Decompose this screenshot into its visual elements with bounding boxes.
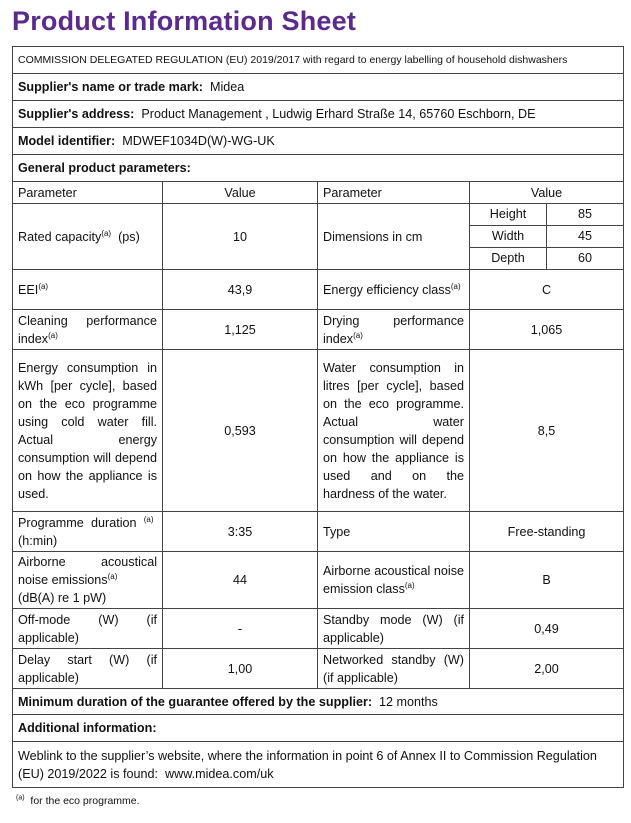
footnote-mark: (a) [16, 794, 25, 802]
networked-standby-value: 2,00 [470, 649, 624, 689]
product-info-table [12, 46, 624, 788]
col-header-value-left: Value [163, 182, 318, 204]
supplier-value: Midea [209, 80, 245, 94]
cleaning-label: Cleaning performance index$^{(a)}$ [13, 310, 163, 350]
noise-value: 44 [163, 552, 318, 609]
cleaning-value: 1,125 [163, 310, 318, 350]
supplier-row [13, 74, 624, 101]
footnote [16, 795, 140, 807]
col-header-param-right: Parameter [318, 182, 470, 204]
rated-capacity-value: 10 [163, 204, 318, 270]
additional-text: Weblink to the supplier’s website, where the information in point 6 of Annex II to Commission Regulation (EU) 2019/2022 is found: www.midea.com/uk [13, 742, 624, 788]
model-value: MDWEF1034D(W)-WG-UK [122, 134, 275, 148]
address-label: Supplier's address: [18, 107, 135, 121]
drying-label: Drying performance index$^{(a)}$ [318, 310, 470, 350]
programme-duration-label: Programme duration $^{(a)}$ (h:min) [13, 512, 163, 552]
off-mode-value: - [163, 609, 318, 649]
dimensions-label: Dimensions in cm [318, 204, 470, 270]
off-mode-label: Off-mode (W) (if applicable) [13, 609, 163, 649]
depth-label: Depth [470, 248, 547, 270]
width-label: Width [470, 226, 547, 248]
additional-heading: Additional information: [13, 715, 624, 742]
noise-class-label: Airborne acoustical noise emission class$^{(a)}$ [318, 552, 470, 609]
energy-class-label: Energy efficiency class$^{(a)}$ [318, 270, 470, 310]
model-label: Model identifier: [18, 134, 116, 148]
col-header-value-right: Value [470, 182, 624, 204]
height-value: 85 [578, 207, 593, 221]
programme-duration-value: 3:35 [163, 512, 318, 552]
guarantee-row [13, 689, 624, 715]
col-header-param-left: Parameter [13, 182, 163, 204]
eei-label: EEI$^{(a)}$ [13, 270, 163, 310]
energy-consumption-value: 0,593 [163, 350, 318, 512]
water-consumption-label: Water consumption in litres [per cycle], based on the eco programme. Actual water consumption will depend on how the appliance is used and on the hardness of the water. [318, 350, 470, 512]
networked-standby-label: Networked standby (W) (if applicable) [318, 649, 470, 689]
supplier-weblink[interactable]: www.midea.com/uk [165, 766, 274, 781]
energy-class-value: C [470, 270, 624, 310]
type-label: Type [318, 512, 470, 552]
general-heading: General product parameters: [13, 155, 624, 182]
delay-start-label: Delay start (W) (if applicable) [13, 649, 163, 689]
dimensions-table [470, 204, 623, 269]
standby-label: Standby mode (W) (if applicable) [318, 609, 470, 649]
address-value: Product Management , Ludwig Erhard Straße 14, 65760 Eschborn, DE [141, 107, 536, 121]
eei-value: 43,9 [163, 270, 318, 310]
address-row [13, 101, 624, 128]
delay-start-value: 1,00 [163, 649, 318, 689]
model-row [13, 128, 624, 155]
standby-value: 0,49 [470, 609, 624, 649]
type-value: Free-standing [470, 512, 624, 552]
height-label: Height [470, 204, 547, 226]
noise-class-value: B [470, 552, 624, 609]
drying-value: 1,065 [470, 310, 624, 350]
width-value: 45 [547, 226, 624, 248]
rated-capacity-label: Rated capacity$^{(a)}$ (ps) [13, 204, 163, 270]
energy-consumption-label: Energy consumption in kWh [per cycle], based on the eco programme using cold water fill. Actual energy consumption will depend on how the appliance is used. [13, 350, 163, 512]
guarantee-label: Minimum duration of the guarantee offered by the supplier: [18, 694, 373, 709]
dimensions-value [470, 204, 624, 270]
noise-label: Airborne acoustical noise emissions$^{(a)}$ (dB(A) re 1 pW) [13, 552, 163, 609]
regulation-text: COMMISSION DELEGATED REGULATION (EU) 2019/2017 with regard to energy labelling of household dishwashers [13, 47, 624, 74]
page-title: Product Information Sheet [12, 6, 357, 36]
depth-value: 60 [547, 248, 624, 270]
supplier-label: Supplier's name or trade mark: [18, 80, 203, 94]
water-consumption-value: 8,5 [470, 350, 624, 512]
guarantee-value: 12 months [379, 694, 438, 709]
footnote-text: for the eco programme. [30, 795, 140, 807]
